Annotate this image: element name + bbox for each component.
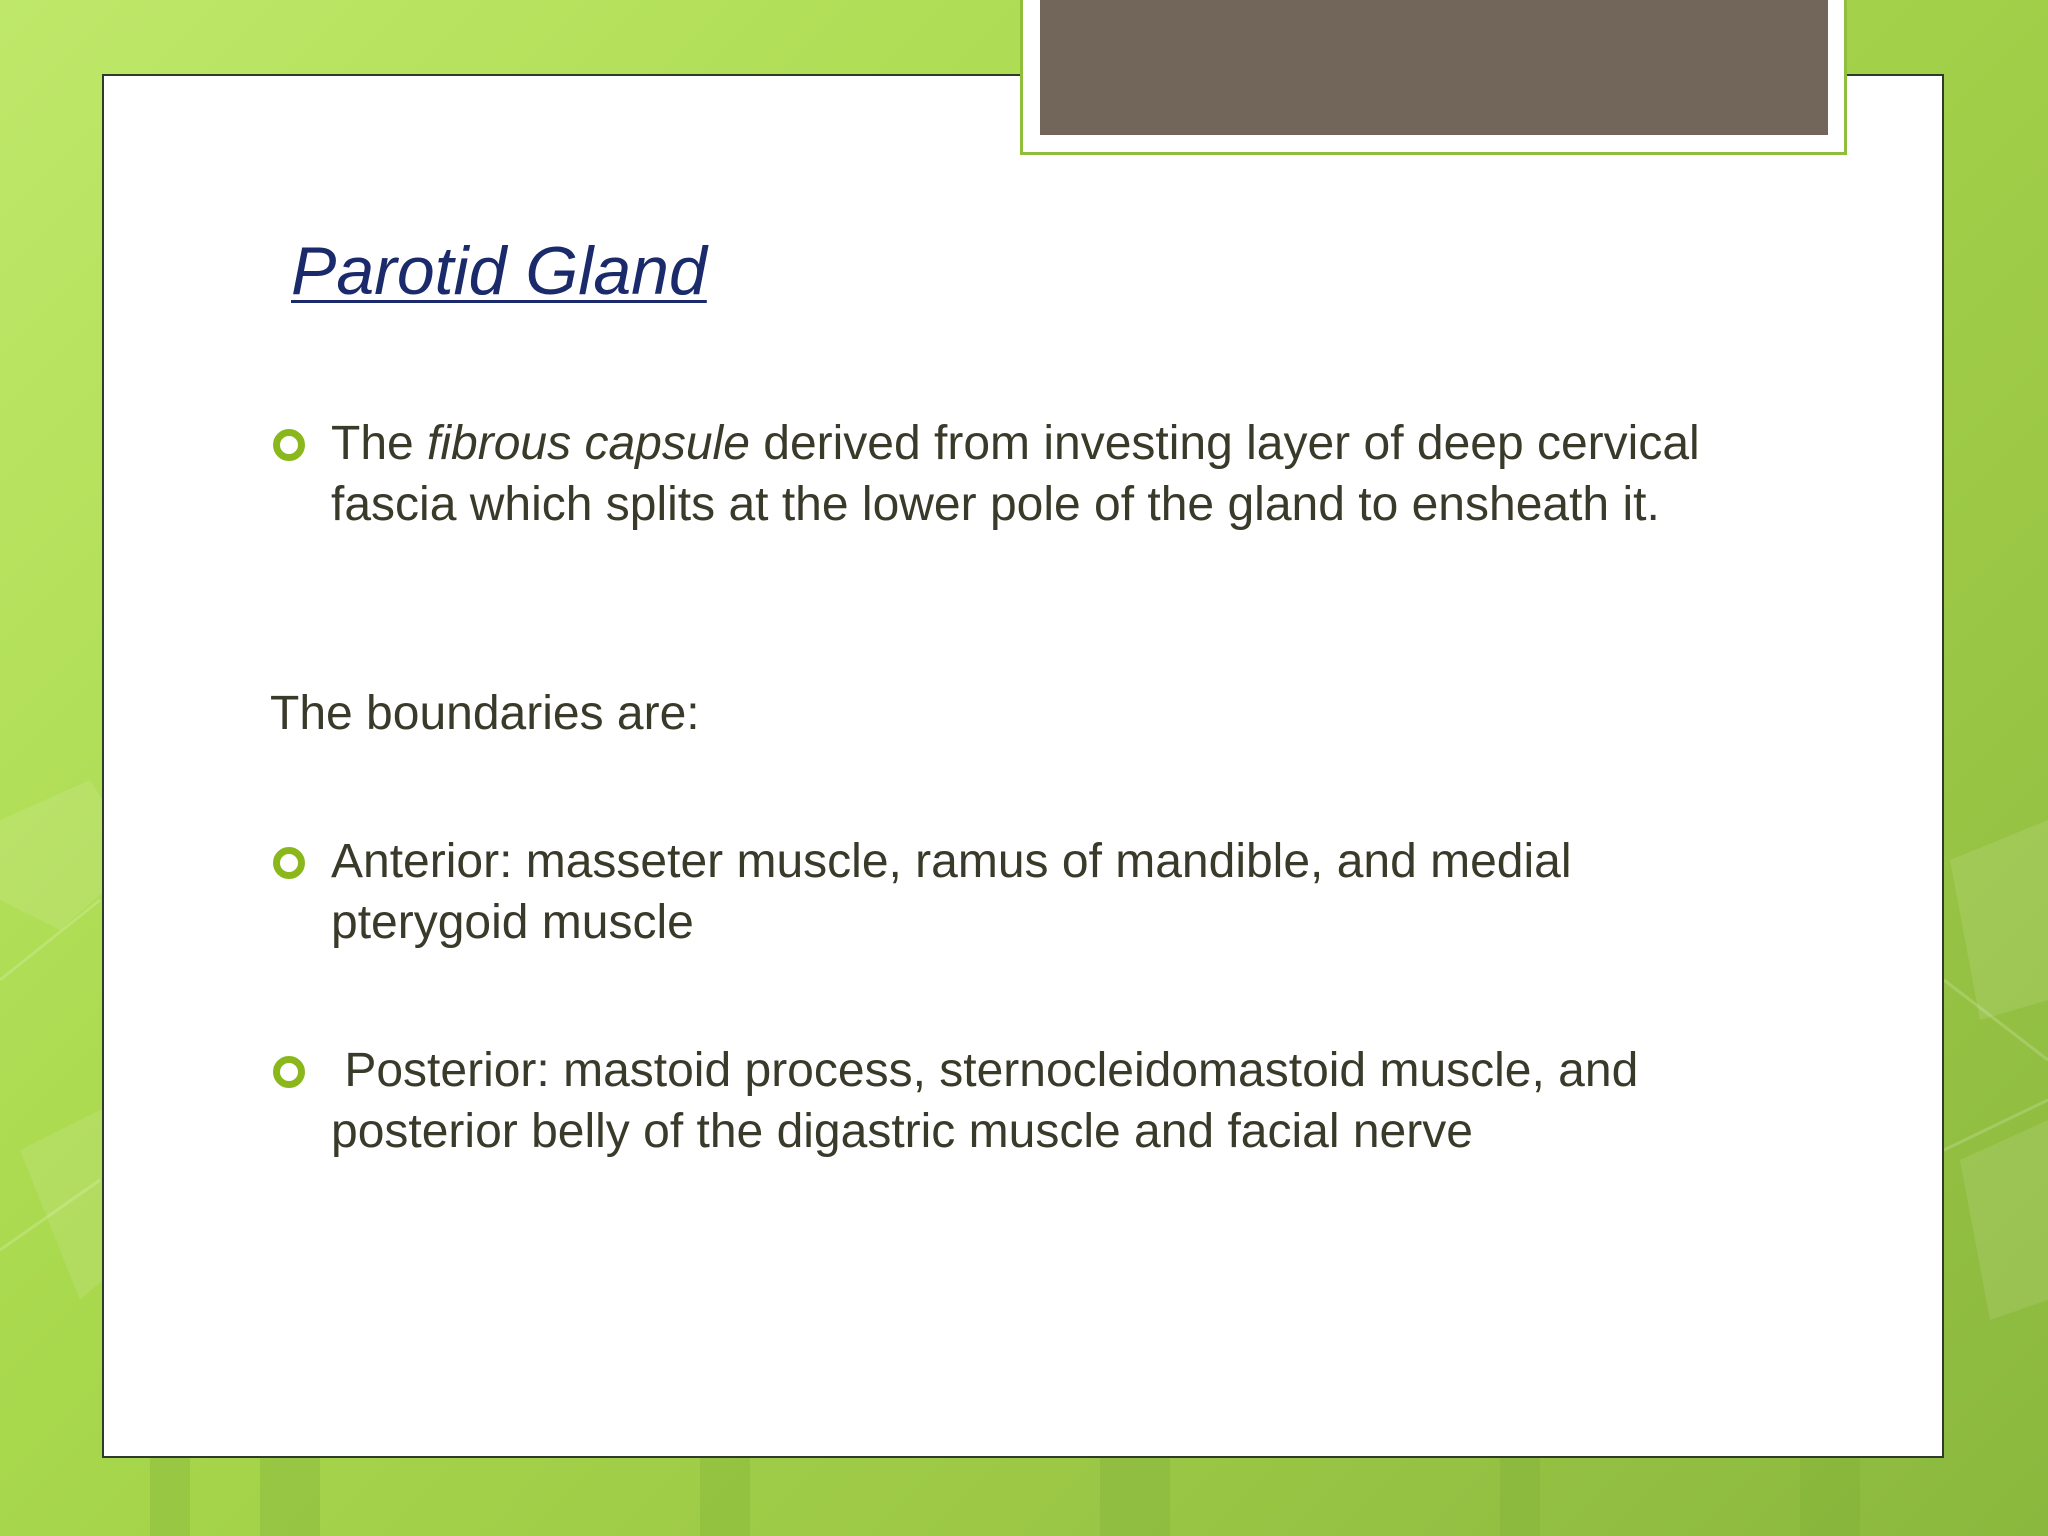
bullet2-text: Anterior: masseter muscle, ramus of mandible, and medial pterygoid muscle xyxy=(331,835,1572,949)
title-header-box xyxy=(1040,0,1828,135)
bullet-fibrous-capsule xyxy=(331,413,1751,535)
slide-title: Parotid Gland xyxy=(291,233,707,309)
ring-bullet-icon xyxy=(273,847,305,879)
bullet3-text: Posterior: mastoid process, sternocleidomastoid muscle, and posterior belly of the digastric muscle and facial nerve xyxy=(331,1044,1652,1158)
bullet1-prefix: The xyxy=(331,417,428,470)
boundaries-intro: The boundaries are: xyxy=(270,687,700,740)
bullet-anterior xyxy=(331,831,1751,953)
ring-bullet-icon xyxy=(273,1056,305,1088)
bullet1-suffix: derived from investing layer of deep cervical fascia which splits at the lower pole of the gland to ensheath it. xyxy=(331,417,1700,531)
bullet-posterior xyxy=(331,1040,1791,1162)
ring-bullet-icon xyxy=(273,429,305,461)
bullet1-emphasis: fibrous capsule xyxy=(427,417,750,470)
